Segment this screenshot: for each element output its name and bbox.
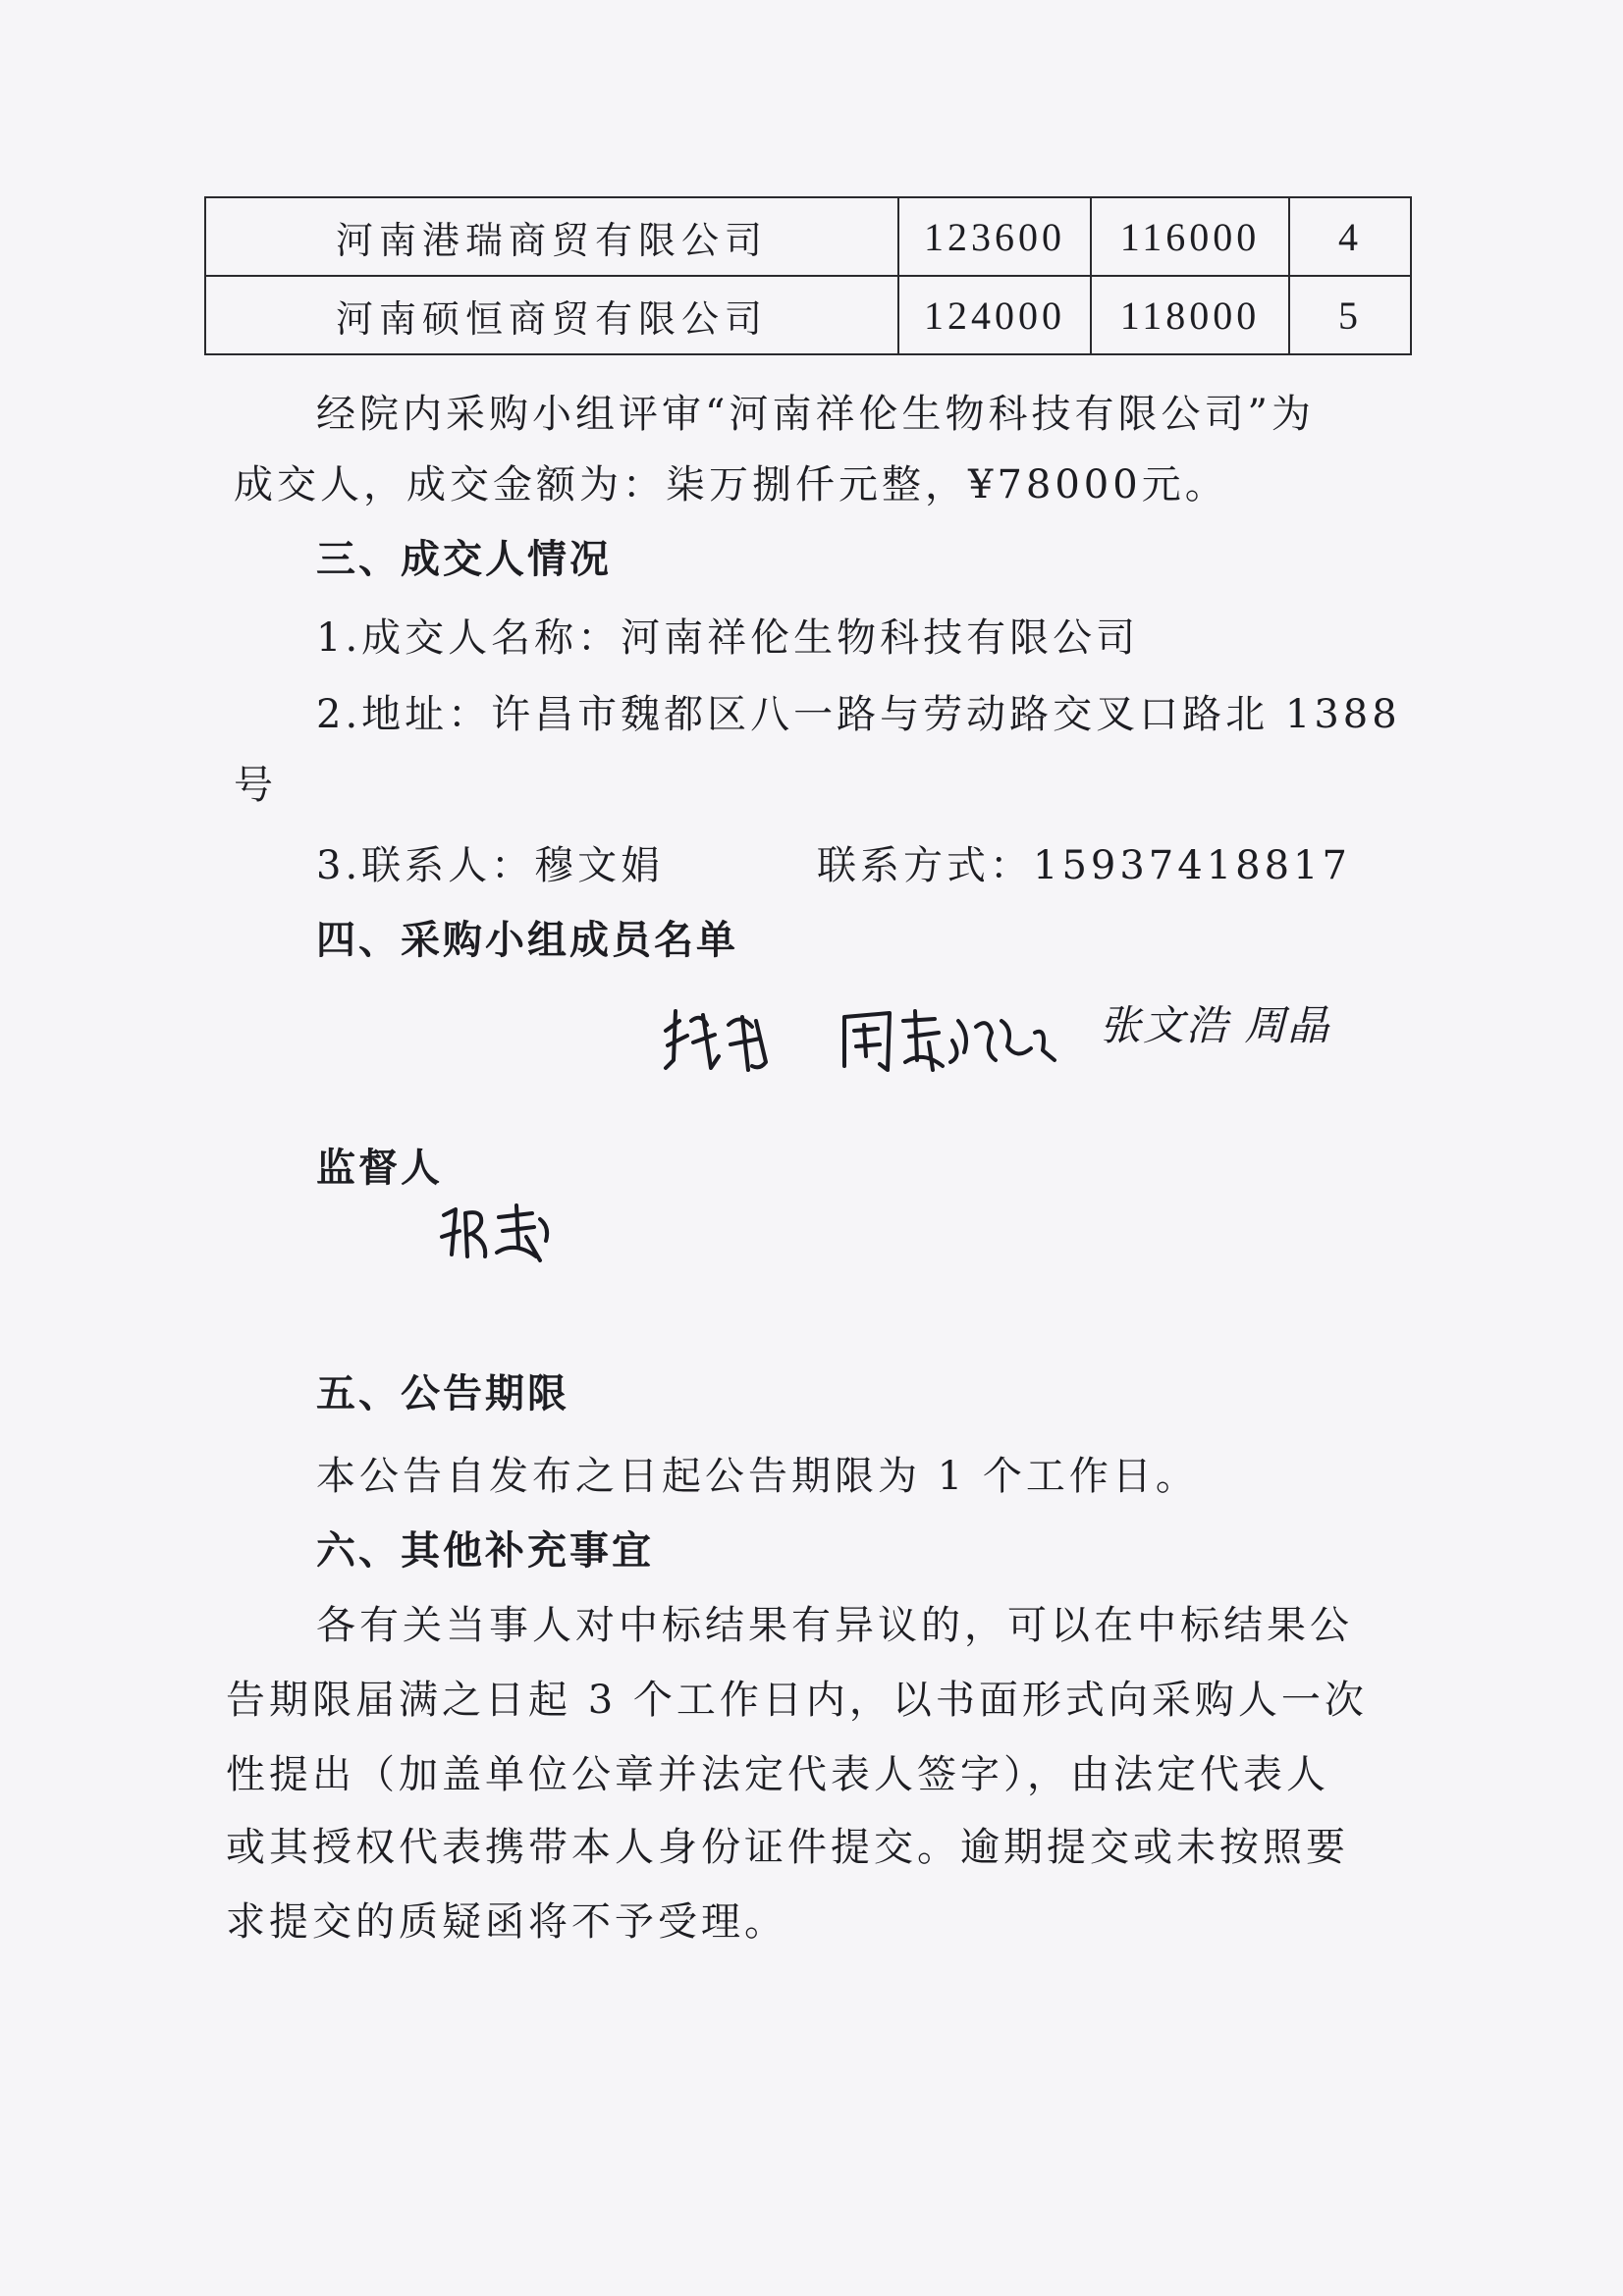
supervisor-label: 监督人: [316, 1146, 443, 1191]
section-6-line-4: 或其授权代表携带本人身份证件提交。逾期提交或未按照要: [226, 1825, 1349, 1870]
winner-address-line-1: 2.地址：许昌市魏都区八一路与劳动路交叉口路北 1388: [316, 692, 1401, 737]
winner-contact-phone: 联系方式：15937418817: [817, 843, 1351, 888]
member-signatures-drawing: [658, 991, 1109, 1080]
bidder-name: 河南硕恒商贸有限公司: [205, 276, 898, 354]
section-6-heading: 六、其他补充事宜: [316, 1528, 654, 1574]
section-5-heading: 五、公告期限: [316, 1371, 569, 1416]
bidder-rank: 5: [1289, 276, 1411, 354]
supervisor-signature-drawing: [438, 1198, 566, 1266]
section-5-text: 本公告自发布之日起公告期限为 1 个工作日。: [316, 1454, 1199, 1499]
member-name-handwritten: [1100, 995, 1331, 1049]
section-6-line-2: 告期限届满之日起 3 个工作日内，以书面形式向采购人一次: [226, 1678, 1368, 1723]
quote-final: 118000: [1091, 276, 1289, 354]
winner-address-line-2: 号: [234, 763, 277, 808]
quote-first: 124000: [898, 276, 1091, 354]
section-3-heading: 三、成交人情况: [316, 537, 612, 582]
quote-final: 116000: [1091, 197, 1289, 276]
table-row: [205, 197, 1411, 276]
section-6-line-5: 求提交的质疑函将不予受理。: [226, 1899, 787, 1945]
member-names-text: 张文浩 周晶: [1100, 1001, 1331, 1049]
winner-name-line: 1.成交人名称：河南祥伦生物科技有限公司: [316, 615, 1140, 661]
winner-contact-person: 3.联系人：穆文娟: [316, 843, 665, 888]
table-row: [205, 276, 1411, 354]
result-line-1: 经院内采购小组评审“河南祥伦生物科技有限公司”为: [316, 392, 1315, 437]
section-6-line-1: 各有关当事人对中标结果有异议的，可以在中标结果公: [316, 1603, 1353, 1648]
bid-table: [204, 196, 1412, 355]
quote-first: 123600: [898, 197, 1091, 276]
result-line-2: 成交人，成交金额为：柒万捌仟元整，¥78000元。: [234, 462, 1228, 507]
bidder-name: 河南港瑞商贸有限公司: [205, 197, 898, 276]
section-4-heading: 四、采购小组成员名单: [316, 918, 738, 963]
member-signatures: [658, 991, 1109, 1080]
supervisor-signature: [438, 1198, 566, 1266]
section-6-line-3: 性提出（加盖单位公章并法定代表人签字），由法定代表人: [226, 1752, 1329, 1797]
bidder-rank: 4: [1289, 197, 1411, 276]
